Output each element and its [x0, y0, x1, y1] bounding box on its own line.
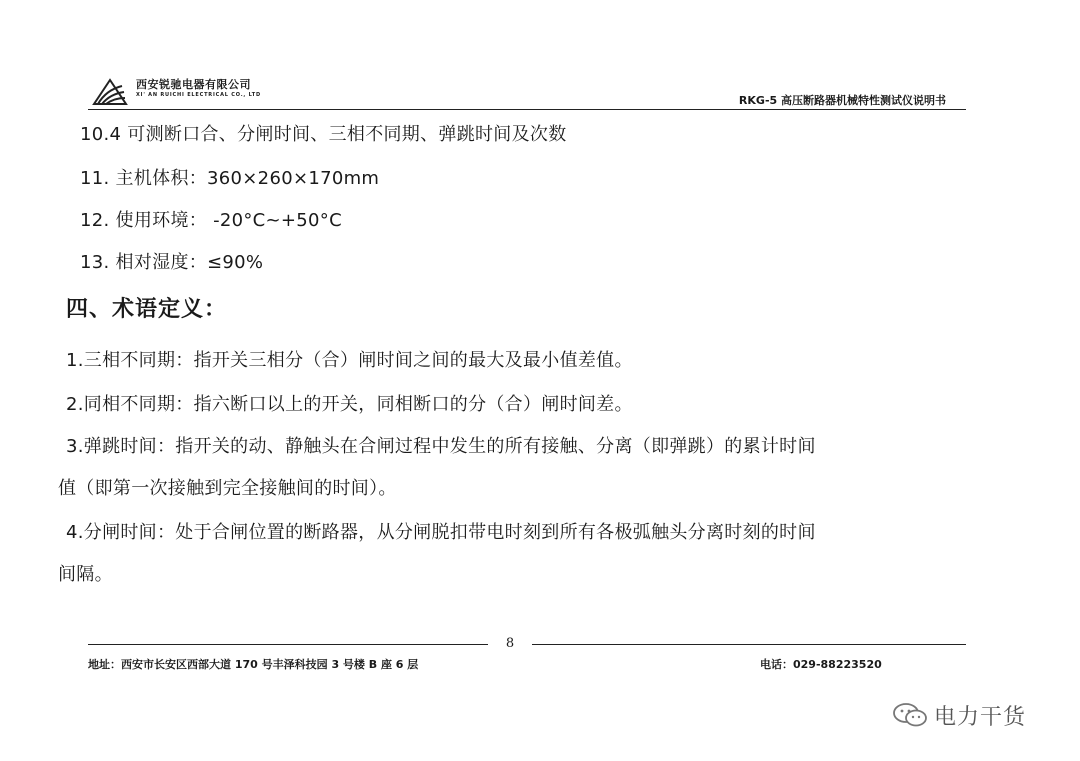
definition-1: 1.三相不同期：指开关三相分（合）闸时间之间的最大及最小值差值。 [66, 350, 633, 371]
header-divider [88, 109, 966, 110]
footer-address: 地址：西安市长安区西部大道 170 号丰泽科技园 3 号楼 B 座 6 层 [88, 658, 419, 671]
watermark [892, 698, 1052, 732]
footer-divider-right [532, 644, 966, 645]
definition-4-line-2: 间隔。 [58, 564, 113, 585]
footer-divider-left [88, 644, 488, 645]
spec-item-13: 13. 相对湿度：≤90% [80, 252, 264, 273]
definition-3-line-1: 3.弹跳时间：指开关的动、静触头在合闸过程中发生的所有接触、分离（即弹跳）的累计时间 [66, 436, 816, 457]
company-logo-icon [92, 76, 128, 106]
page-number: 8 [505, 636, 515, 651]
page-header [88, 72, 966, 108]
section-title: 四、术语定义： [66, 297, 228, 322]
footer-telephone: 电话：029-88223520 [760, 658, 882, 671]
definition-4-line-1: 4.分闸时间：处于合闸位置的断路器，从分闸脱扣带电时刻到所有各极弧触头分离时刻的时间 [66, 522, 816, 543]
spec-item-10-4: 10.4 可测断口合、分闸时间、三相不同期、弹跳时间及次数 [80, 124, 567, 145]
spec-item-11: 11. 主机体积：360×260×170mm [80, 168, 380, 189]
definition-2: 2.同相不同期：指六断口以上的开关，同相断口的分（合）闸时间差。 [66, 394, 633, 415]
company-name: 西安锐驰电器有限公司 [136, 78, 251, 91]
wechat-icon [892, 702, 928, 728]
watermark-text: 电力干货 [934, 705, 1027, 730]
document-title: RKG-5 高压断路器机械特性测试仪说明书 [738, 94, 946, 107]
definition-3-line-2: 值（即第一次接触到完全接触间的时间）。 [58, 478, 397, 499]
spec-item-12: 12. 使用环境： -20°C~+50°C [80, 210, 342, 231]
company-name-english: XI' AN RUICHI ELECTRICAL CO., LTD [136, 92, 261, 98]
